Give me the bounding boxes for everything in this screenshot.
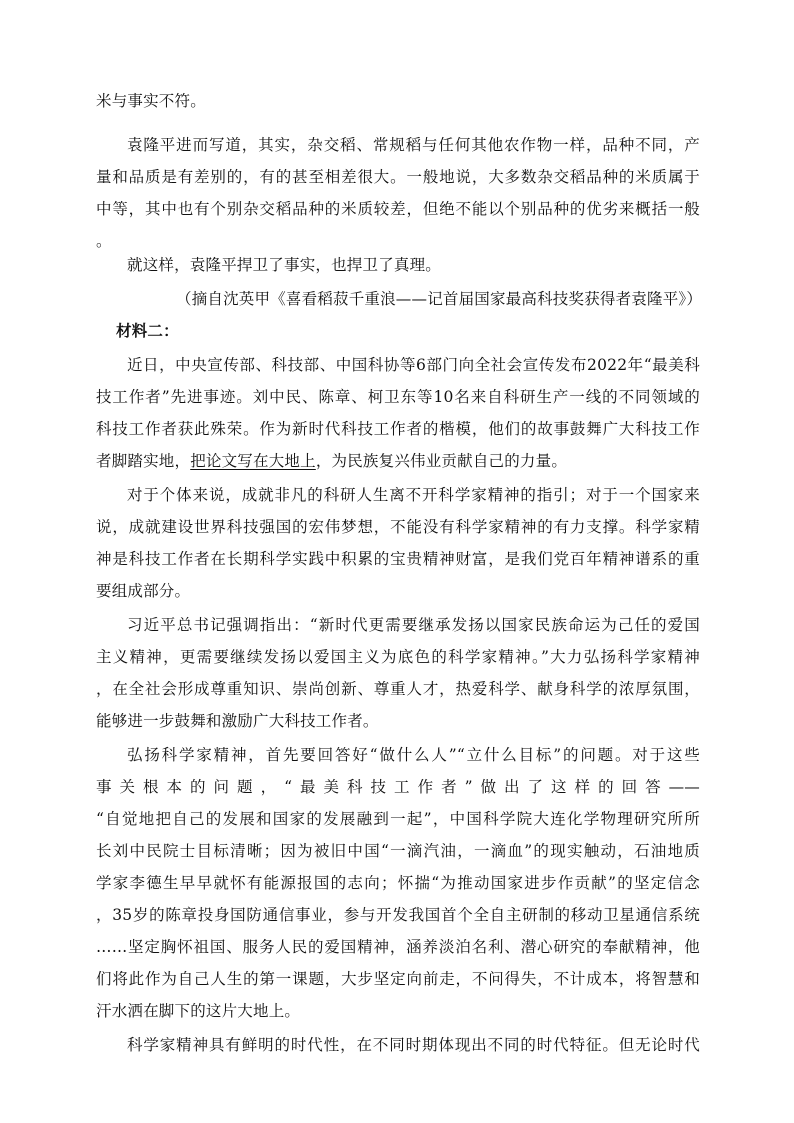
- text-line: 要组成部分。: [96, 582, 191, 600]
- text-line: 说，成就建设世界科技强国的宏伟梦想，不能没有科学家精神的有力支撑。科学家精: [96, 518, 700, 536]
- text-line: 长刘中民院士目标清晰；因为被旧中国“一滴汽油，一滴血”的现实触动，石油地质: [96, 842, 700, 860]
- text-line: ，35岁的陈章投身国防通信事业，参与开发我国首个全自主研制的移动卫星通信系统: [96, 906, 700, 924]
- text-line: 能够进一步鼓舞和激励广大科技工作者。: [96, 712, 379, 730]
- text-line: 米与事实不符。: [96, 92, 206, 110]
- text-line: 神是科技工作者在长期科学实践中积累的宝贵精神财富，是我们党百年精神谱系的重: [96, 550, 700, 568]
- text-line: 习近平总书记强调指出：“新时代更需要继承发扬以国家民族命运为己任的爱国: [127, 616, 700, 634]
- text-line: 科学家精神具有鲜明的时代性，在不同时期体现出不同的时代特征。但无论时代: [127, 1036, 700, 1054]
- section-heading: 材料二：: [116, 321, 179, 340]
- text-line: 技工作者”先进事迹。刘中民、陈章、柯卫东等10名来自科研生产一线的不同领域的: [96, 388, 700, 406]
- text-line: [96, 446, 567, 476]
- text-line: 近日，中央宣传部、科技部、中国科协等6部门向全社会宣传发布2022年“最美科: [127, 356, 700, 374]
- text-line: ，在全社会形成尊重知识、崇尚创新、尊重人才，热爱科学、献身科学的浓厚氛围，: [96, 680, 700, 698]
- text-line: 袁隆平进而写道，其实，杂交稻、常规稻与任何其他农作物一样，品种不同，产: [127, 136, 700, 154]
- text-line: 科技工作者获此殊荣。作为新时代科技工作者的楷模，他们的故事鼓舞广大科技工作: [96, 420, 700, 438]
- text-line: 事关根本的问题，“最美科技工作者”做出了这样的回答——: [96, 778, 700, 796]
- text-line: 就这样，袁隆平捍卫了事实，也捍卫了真理。: [127, 256, 442, 274]
- text-line: 主义精神，更需要继续发扬以爱国主义为底色的科学家精神。”大力弘扬科学家精神: [96, 648, 700, 666]
- text-line: 量和品质是有差别的，有的甚至相差很大。一般地说，大多数杂交稻品种的米质属于: [96, 168, 700, 186]
- text-line: 。: [96, 232, 112, 250]
- text-line: 对于个体来说，成就非凡的科研人生离不开科学家精神的指引；对于一个国家来: [127, 486, 700, 504]
- underlined-phrase: 把论文写在大地上: [190, 452, 316, 470]
- text-segment: ，为民族复兴伟业贡献自己的力量。: [315, 452, 568, 470]
- text-line: 们将此作为自己人生的第一课题，大步坚定向前走，不问得失，不计成本，将智慧和: [96, 970, 700, 988]
- text-segment: 者脚踏实地，: [96, 452, 191, 470]
- text-line: “自觉地把自己的发展和国家的发展融到一起”，中国科学院大连化学物理研究所所: [96, 810, 700, 828]
- text-line: 学家李德生早早就怀有能源报国的志向；怀揣“为推动国家进步作贡献”的坚定信念: [96, 874, 700, 892]
- text-line: 弘扬科学家精神，首先要回答好“做什么人”“立什么目标”的问题。对于这些: [127, 746, 700, 764]
- text-line: ……坚定胸怀祖国、服务人民的爱国精神，涵养淡泊名利、潜心研究的奉献精神，他: [96, 938, 700, 956]
- source-citation: （摘自沈英甲《喜看稻菽千重浪——记首届国家最高科技奖获得者袁隆平》）: [176, 290, 703, 308]
- text-line: 汗水洒在脚下的这片大地上。: [96, 1002, 301, 1020]
- text-line: 中等，其中也有个别杂交稻品种的米质较差，但绝不能以个别品种的优劣来概括一般: [96, 200, 700, 218]
